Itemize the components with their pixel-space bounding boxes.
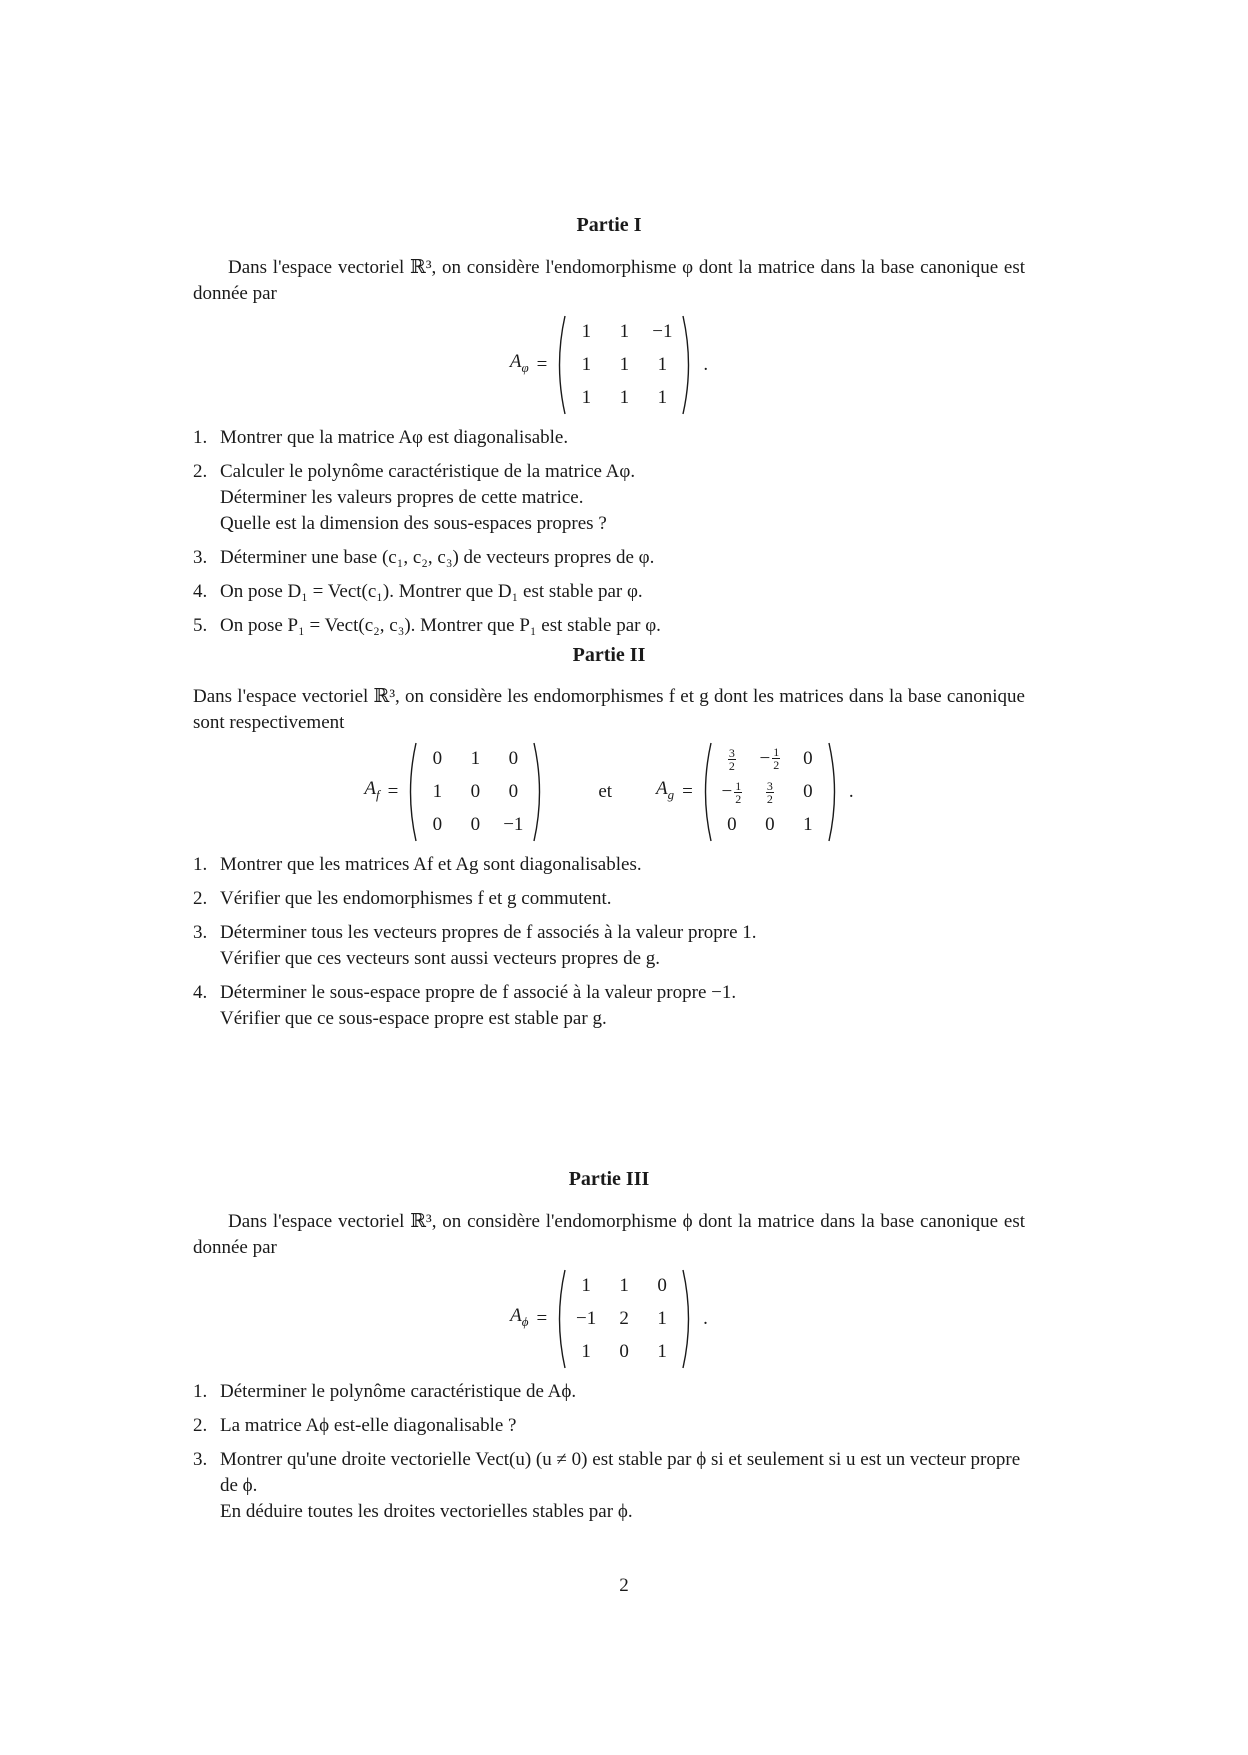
question-item: 3. Montrer qu'une droite vectorielle Vect(u) (u ≠ 0) est stable par ϕ si et seulement si u est un vecteur propre de ϕ. En déduire toutes les droites vectorielles stables par ϕ. — [193, 1449, 1021, 1522]
partie-2-title: Partie II — [572, 644, 646, 666]
partie-1-title: Partie I — [576, 214, 642, 236]
matrix-cell: 0 — [803, 781, 813, 803]
matrix-cell: $\frac{3}{2}$ — [766, 779, 773, 807]
matrix-cell: − $\frac{1}{2}$ — [759, 745, 780, 773]
matrix-cell: 0 — [432, 814, 443, 836]
matrix-cell: 1 — [657, 1307, 667, 1329]
partie-3-questions — [193, 1379, 1025, 1525]
matrix-cell: 2 — [619, 1307, 629, 1329]
matrix-cell: 1 — [619, 1274, 629, 1296]
matrix-cell: 1 — [581, 1341, 591, 1363]
matrix-cell: 0 — [727, 814, 737, 836]
partie-2-intro: Dans l'espace vectoriel ℝ³, on considère les endomorphismes f et g dont les matrices dans la base canonique sont respectivement — [193, 686, 1025, 733]
partie-1-section — [193, 212, 1025, 647]
question-item: 1. Montrer que les matrices Af et Ag sont diagonalisables. — [193, 854, 642, 875]
matrix-label: $A_\phi$ — [510, 1305, 529, 1329]
question-item: 1. Montrer que la matrice Aφ est diagonalisable. — [193, 427, 569, 448]
partie-1-matrix-display: $A_\varphi$ = 1 1 −1 1 1 1 1 1 1 . — [193, 315, 1025, 415]
partie-2-matrix-display: $A_f$ = 0 1 0 1 0 0 0 0 −1 et $A_g$ = $\frac{3}{2}$ − $\frac{1}{2}$ 0 − $\frac{1}{2}$ $\frac{3}{2}$ 0 0 0 1 . — [193, 742, 1025, 842]
partie-3-section — [193, 1166, 1025, 1533]
matrix-a-f — [404, 742, 546, 842]
matrix-cell: 0 — [508, 780, 519, 802]
left-paren — [553, 315, 567, 415]
matrix-cell: 1 — [803, 814, 813, 836]
right-paren — [532, 742, 546, 842]
page-number: 2 — [619, 1575, 629, 1596]
matrix-cell: 1 — [581, 1274, 591, 1296]
matrix-cell: 0 — [508, 747, 519, 769]
partie-2-section — [193, 642, 1025, 1040]
matrix-label: $A_f$ — [364, 778, 380, 802]
question-item: 5. On pose P₁ = Vect(c₂, c₃). Montrer que P₁ est stable par φ. — [193, 615, 661, 636]
question-item: 3. Déterminer une base (c₁, c₂, c₃) de vecteurs propres de φ. — [193, 547, 655, 568]
matrix-a-phi-2 — [553, 1269, 695, 1369]
connector-et: et — [598, 781, 613, 802]
right-paren — [681, 315, 695, 415]
matrix-cell: 1 — [619, 387, 630, 409]
matrix-cell: 1 — [619, 353, 630, 375]
matrix-cell: 1 — [581, 387, 592, 409]
question-item: 4. On pose D₁ = Vect(c₁). Montrer que D₁ est stable par φ. — [193, 581, 643, 602]
question-item: 1. Déterminer le polynôme caractéristique de Aϕ. — [193, 1381, 577, 1402]
matrix-label: $A_g$ — [656, 778, 675, 802]
matrix-cell: 0 — [432, 747, 443, 769]
partie-3-matrix-display: $A_\phi$ = 1 1 0 −1 2 1 1 0 1 . — [193, 1269, 1025, 1369]
question-item: 2. Calculer le polynôme caractéristique de la matrice Aφ. Déterminer les valeurs propres de cette matrice. Quelle est la dimension des sous-espaces propres ? — [193, 461, 636, 534]
matrix-cell: 1 — [657, 387, 668, 409]
question-item: 2. La matrice Aϕ est-elle diagonalisable ? — [193, 1415, 517, 1436]
matrix-label: $A_\varphi$ — [509, 351, 529, 375]
matrix-cell: 0 — [765, 814, 775, 836]
partie-1-intro: Dans l'espace vectoriel ℝ³, on considère l'endomorphisme φ dont la matrice dans la base canonique est donnée par — [193, 257, 1025, 304]
matrix-cell: 1 — [581, 320, 592, 342]
matrix-a-g — [699, 742, 841, 842]
matrix-cell: 1 — [657, 353, 668, 375]
matrix-cell: 1 — [619, 320, 630, 342]
matrix-cell: − $\frac{1}{2}$ — [721, 778, 742, 806]
partie-2-questions — [193, 852, 1025, 1032]
matrix-cell: 1 — [470, 747, 481, 769]
matrix-cell: 1 — [657, 1341, 667, 1363]
question-item: 3. Déterminer tous les vecteurs propres de f associés à la valeur propre 1. Vérifier que ces vecteurs sont aussi vecteurs propres de g. — [193, 922, 757, 969]
right-paren — [827, 742, 841, 842]
matrix-cell: 1 — [581, 353, 592, 375]
matrix-cell: 0 — [470, 814, 481, 836]
left-paren — [404, 742, 418, 842]
partie-3-intro: Dans l'espace vectoriel ℝ³, on considère l'endomorphisme ϕ dont la matrice dans la base canonique est donnée par — [193, 1211, 1025, 1258]
question-item: 4. Déterminer le sous-espace propre de f associé à la valeur propre −1. Vérifier que ce sous-espace propre est stable par g. — [193, 982, 737, 1029]
left-paren — [553, 1269, 567, 1369]
matrix-cell: −1 — [652, 320, 673, 342]
partie-1-questions — [193, 425, 1025, 639]
matrix-cell: 0 — [803, 747, 813, 769]
equals-sign: = — [536, 354, 548, 375]
matrix-cell: $\frac{3}{2}$ — [728, 745, 735, 773]
matrix-cell: 0 — [619, 1341, 629, 1363]
matrix-cell: 0 — [657, 1274, 667, 1296]
right-paren — [681, 1269, 695, 1369]
matrix-cell: −1 — [576, 1307, 597, 1329]
left-paren — [699, 742, 713, 842]
matrix-cell: 1 — [432, 780, 443, 802]
question-item: 2. Vérifier que les endomorphismes f et g commutent. — [193, 888, 612, 909]
matrix-cell: 0 — [470, 780, 481, 802]
matrix-cell: −1 — [503, 814, 524, 836]
matrix-a-phi — [553, 315, 695, 415]
partie-3-title: Partie III — [568, 1168, 650, 1190]
